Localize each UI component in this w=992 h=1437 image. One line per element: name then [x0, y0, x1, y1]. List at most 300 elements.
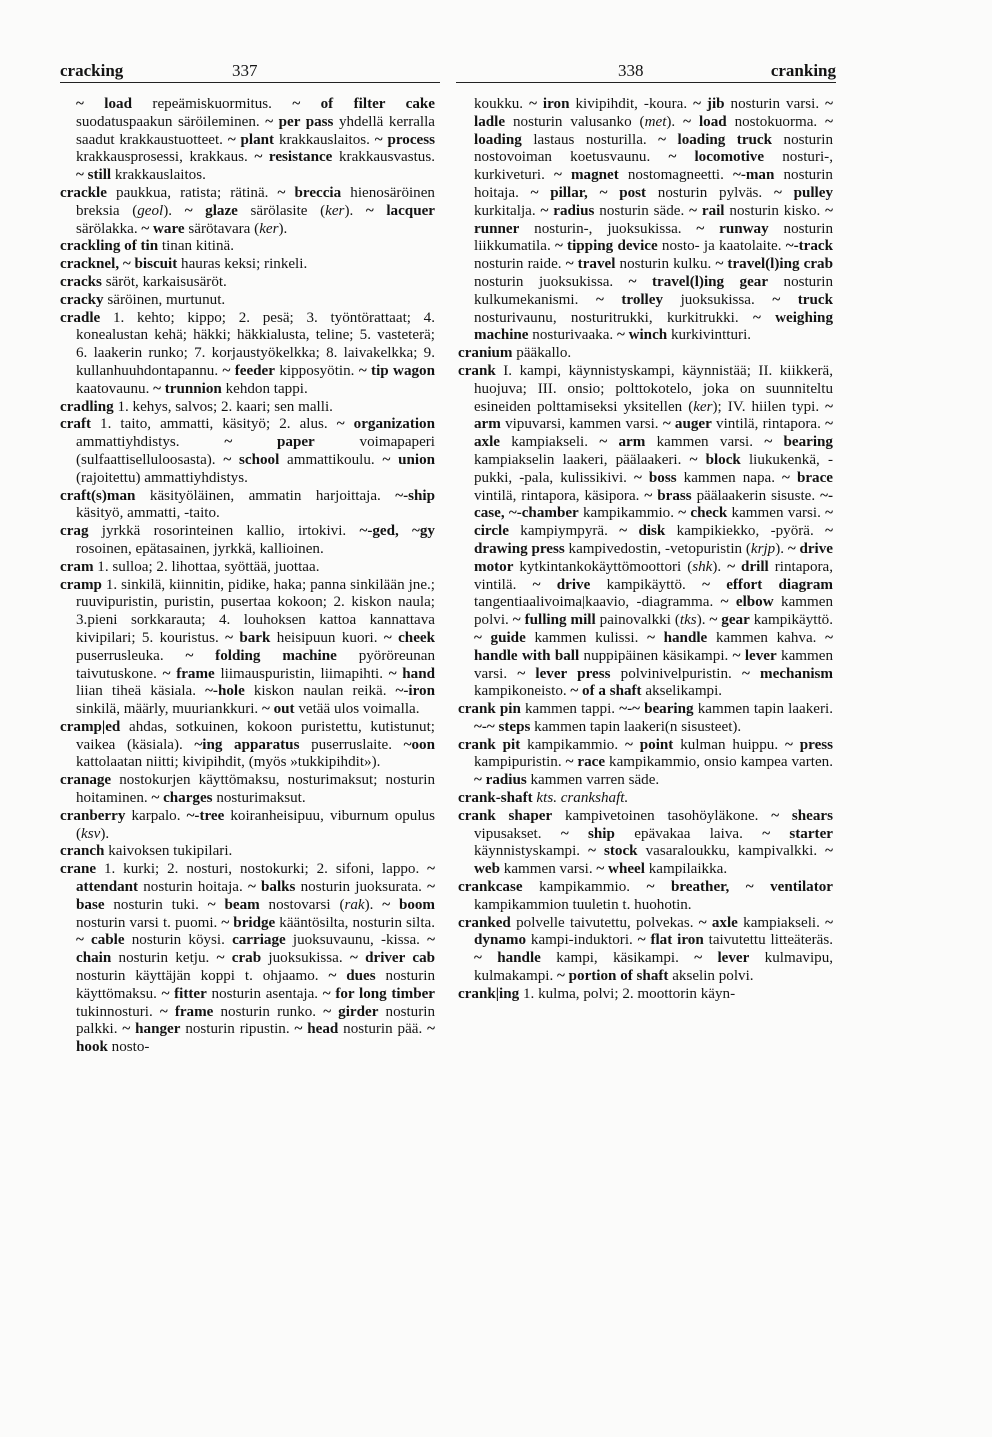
entry-text: nosturin ripustin. [180, 1021, 295, 1038]
entry-text: nosturin ketju. [111, 950, 217, 967]
entry-text: puserruslaite. [299, 736, 404, 753]
entry-text: kampikammio. [578, 505, 679, 522]
entry-text: ). [775, 540, 788, 557]
entry-text: liukukenkä, -pukki, -pala, kulissikivi. [474, 451, 833, 486]
entry-text: nosturin kulkumekanismi. [474, 273, 833, 308]
entry-term: ~ dynamo [474, 914, 834, 949]
entry-text: puserrusleuka. [76, 647, 186, 664]
entry-term: ~ brass [644, 487, 692, 504]
entry-text: kampiakseli. [500, 434, 600, 451]
entry-text: kammen varren säde. [526, 772, 660, 789]
entry-term: ~ rail [689, 202, 725, 219]
right-column [458, 96, 833, 1004]
entry-text: kampiympyrä. [508, 523, 620, 540]
entry-term: ~ magnet [553, 167, 619, 184]
entry-term: ~ disk [619, 523, 666, 540]
entry-term: cranage [60, 772, 112, 789]
entry-term: ~ loading truck [658, 131, 773, 148]
entry-text: käsityöläinen, ammatin harjoittaja. [135, 487, 396, 504]
entry-text: kampikammio. [522, 879, 647, 896]
entry-term: ~ runner [474, 202, 834, 237]
entry-term: ~ cable [76, 932, 125, 949]
entry-term: ~ flat iron [637, 932, 704, 949]
entry-text: nosturin raide. [474, 256, 566, 273]
entry-text: ). [712, 558, 728, 575]
entry-text: yhdellä kerralla saadut krakkaustuotteet. [76, 113, 436, 148]
entry-term: ~ axle [474, 416, 833, 451]
entry-term: ~-~ bearing [619, 701, 694, 718]
entry-term: ~ block [689, 451, 741, 468]
entry-text: 1. kehto; kippo; 2. pesä; 3. työntörattaat; 4. konealustan kehä; häkki; häkkialusta, teline; 5. vasteterä; 6. laakerin runko; 7. korjaustyökelkka; 8. laivakelkka; 9. kullanhuuhdontapannu. [76, 309, 435, 379]
entry-text: ). [364, 896, 383, 913]
entry-term: ~ elbow [720, 594, 774, 611]
entry-term: crane [60, 861, 97, 878]
entry-label: kts. crankshaft. [536, 790, 629, 807]
entry-term: ~ guide [474, 629, 526, 646]
entry-term: ~ breccia [277, 184, 342, 201]
entry-text: kehdon tappi. [221, 380, 308, 397]
entry-text: kampi-induktori. [526, 932, 638, 949]
entry-text: säröt, karkaisusäröt. [101, 273, 227, 290]
entry-text: nosturivaunu, nosturitrukki, kurkitrukki. [474, 309, 753, 326]
entry-term: ~ hanger [122, 1021, 181, 1038]
entry-text: kulmavipu, kulmakampi. [474, 950, 834, 985]
entry-text: kammen polvi. [474, 594, 834, 629]
entry-term: ~ lacquer [365, 202, 435, 219]
entry-text: (rajoitettu) ammattiyhdistys. [76, 469, 248, 486]
entry-term: ~ fitter [161, 985, 207, 1002]
entry-term: ~ out [261, 701, 295, 718]
left-page-header [60, 60, 440, 83]
entry-term: ~ cheek [383, 629, 435, 646]
dictionary-entry [458, 96, 833, 345]
entry-text: pääkallo. [512, 345, 572, 362]
entry-term: ~ axle [698, 914, 738, 931]
entry-text: käsityö, ammatti, -taito. [76, 505, 220, 522]
entry-term: ~ loading [474, 113, 833, 148]
entry-term: ~ feeder [222, 362, 275, 379]
dictionary-entry [458, 986, 833, 1004]
entry-term: crackling of tin [60, 238, 159, 255]
entry-text: kammen tapin laakeri. [693, 701, 833, 718]
entry-text: nosturin varsi t. puomi. [76, 914, 222, 931]
entry-text: särölasite ( [237, 202, 326, 219]
dictionary-entry [60, 256, 435, 274]
entry-term: cramp [60, 576, 102, 593]
dictionary-entry [60, 808, 435, 844]
entry-term: ~ head [294, 1021, 339, 1038]
entry-term: cram [60, 558, 94, 575]
entry-text: nosturin liikkumatila. [474, 220, 833, 255]
entry-text: kipposyötin. [274, 362, 359, 379]
dictionary-entry [458, 363, 833, 701]
entry-label: shk [692, 558, 713, 575]
entry-text: 1. sinkilä, kiinnitin, pidike, haka; panna sinkilään jne.; ruuvipuristin, puristin, pusertaa kokoon; 2. kiskon naula; 3.pieni sorkkarauta; 4. louhoksen kattoa kannattava kivipilari; 5. kouristus. [76, 576, 435, 646]
entry-text: nosturin tuki. [104, 896, 208, 913]
entry-term: ~ lever [694, 950, 750, 967]
entry-text: kampivedostin, -vetopuristin ( [564, 540, 751, 557]
entry-text: nosturin käyttäjän koppi t. ohjaamo. [76, 968, 329, 985]
entry-text: sinkilä, määrly, muuriankkuri. [76, 701, 262, 718]
right-running-head: cranking [770, 61, 836, 80]
entry-term: ~ race [565, 754, 606, 771]
entry-term: ~ folding machine [185, 647, 337, 664]
entry-text: krakkausprosessi, krakkaus. [76, 149, 255, 166]
entry-term: ~ for long timber [322, 985, 435, 1002]
entry-text: 1. kurki; 2. nosturi, nostokurki; 2. sifoni, lappo. [96, 861, 428, 878]
dictionary-entry [60, 416, 435, 487]
entry-label: geol [137, 202, 164, 219]
entry-text: I. kampi, käynnistyskampi, käynnistää; II. kiikkerä, huojuva; III. onsio; polttokotelo, joka on suunniteltu esineiden polttamiseksi yksitellen ( [474, 362, 833, 415]
entry-term: ~-tree [186, 807, 225, 824]
entry-term: ~ plant [227, 131, 275, 148]
entry-text: kampikammio. [520, 736, 626, 753]
entry-term: ~ drawing press [474, 523, 833, 557]
entry-term: ~ process [374, 131, 435, 148]
entry-term: cramp|ed [60, 718, 121, 735]
entry-term: ~ check [678, 505, 728, 522]
dictionary-entry [60, 843, 435, 861]
entry-text: nostokurjen käyttömaksu, nosturimaksut; nosturin hoitaminen. [76, 772, 435, 807]
entry-text: hienosäröinen breksia ( [76, 184, 435, 219]
entry-term: ~ starter [762, 825, 833, 842]
entry-text: kampikäyttö. [590, 576, 703, 593]
entry-term: ~ effort diagram [702, 576, 834, 593]
entry-term: ~-track [785, 238, 833, 255]
entry-term: ~ attendant [76, 861, 435, 896]
entry-text: särölakka. [76, 220, 142, 237]
entry-term: ~-ged, ~gy [359, 523, 435, 540]
entry-text: ). [666, 113, 684, 130]
entry-text: kammen varsi. [727, 505, 826, 522]
entry-text: vipusakset. [474, 825, 561, 842]
entry-term: ~ hand [388, 665, 435, 682]
entry-term: cranium [458, 345, 513, 362]
entry-term: ~ of filter cake [292, 96, 435, 112]
entry-text: nosturin juoksukissa. [474, 273, 629, 290]
entry-term: cradle [60, 309, 101, 326]
entry-text: painovalkki ( [595, 612, 680, 629]
entry-term: ~ bark [225, 629, 271, 646]
dictionary-entry [458, 701, 833, 737]
entry-term: ~ iron [529, 96, 570, 112]
entry-text: vetää ulos voimalla. [294, 701, 420, 718]
dictionary-entry [458, 808, 833, 879]
dictionary-entry [458, 879, 833, 915]
entry-term: ~ travel [565, 256, 616, 273]
right-page-header [456, 60, 836, 83]
entry-term: ~ travel(l)ing crab [715, 256, 833, 273]
entry-text: kammen kulissi. [525, 629, 648, 646]
left-column [60, 96, 435, 1057]
entry-term: crank|ing [458, 985, 520, 1002]
entry-term: ~-iron [395, 683, 435, 700]
entry-text: kattolaatan niitti; kivipihdit, (myös »tukkipihdit»). [76, 754, 381, 771]
entry-text: nosturin pää. [338, 1021, 428, 1038]
entry-text: kampikoneisto. [474, 683, 571, 700]
entry-text: nosturin palkki. [76, 1003, 435, 1038]
entry-text: 1. sulloa; 2. lihottaa, syöttää, juottaa. [93, 558, 320, 575]
entry-term: ~ weighing machine [474, 309, 833, 344]
entry-term: cracknel, ~ biscuit [60, 256, 178, 273]
entry-text: pyöröreunan taivutuskone. [76, 647, 435, 682]
entry-text: ahdas, sotkuinen, kokoon puristettu, kutistunut; vaikea (käsiala). [76, 718, 435, 753]
entry-label: krjp [750, 540, 776, 557]
entry-term: ~ pulley [773, 184, 833, 201]
entry-text: ). [100, 825, 110, 842]
entry-text: kulman huippu. [673, 736, 785, 753]
entry-text: ammattiyhdistys. [76, 434, 225, 451]
entry-term: ~ stock [588, 843, 638, 860]
entry-text: nosturin käyttömaksu. [76, 968, 435, 1002]
dictionary-entry [60, 577, 435, 719]
entry-term: ~oon [403, 736, 435, 753]
entry-text: karpalo. [125, 807, 187, 824]
entry-term: ~ing apparatus [194, 736, 300, 753]
entry-text: kammen kahva. [707, 629, 826, 646]
entry-label: ker [259, 220, 279, 237]
entry-term: ~ organization [336, 416, 435, 433]
entry-term: cracky [60, 291, 104, 308]
entry-term: ~ lever [732, 647, 777, 664]
dictionary-entry [60, 292, 435, 310]
entry-text: kammen tappi. [520, 701, 620, 718]
dictionary-entry [60, 310, 435, 399]
entry-text: polvelle taivutettu, polvekas. [510, 914, 699, 931]
entry-text: kampi, käsikampi. [540, 950, 695, 967]
entry-text: kammen napa. [676, 469, 783, 486]
dictionary-entry [60, 719, 435, 772]
entry-term: ~ radius [474, 772, 527, 789]
entry-text: ). [344, 202, 366, 219]
entry-label: rak [344, 896, 365, 913]
entry-label: ker [693, 398, 713, 415]
entry-text: polvinivelpuristin. [610, 665, 742, 682]
entry-text: kiskon naulan reikä. [244, 683, 396, 700]
entry-text: vintilä, rintapora. [711, 416, 826, 433]
entry-text: nosturin kisko. [724, 202, 826, 219]
entry-text: vintilä, rintapora, käsipora. [474, 487, 645, 504]
entry-text: hauras keksi; rinkeli. [177, 256, 308, 273]
entry-text: suodatuspaakun säröileminen. [76, 113, 266, 130]
entry-label: met [644, 113, 667, 130]
entry-text: kampikäyttö. [749, 612, 833, 629]
entry-term: ~ handle [474, 950, 541, 967]
right-page-number: 338 [618, 61, 644, 80]
entry-label: ksv [81, 825, 101, 842]
entry-term: ~ glaze [184, 202, 238, 219]
entry-term: ~ ladle [474, 96, 833, 130]
dictionary-entry [60, 559, 435, 577]
entry-term: ~ beam [207, 896, 260, 913]
entry-term: cranked [458, 914, 511, 931]
entry-term: ~ boom [382, 896, 436, 913]
entry-term: ~ tipping device [554, 238, 658, 255]
entry-term: ~ wheel [596, 861, 645, 878]
entry-term: ~ still [76, 167, 112, 184]
dictionary-entry [60, 238, 435, 256]
entry-text: nosturi-, kurkiveturi. [474, 149, 833, 184]
entry-text: nosturin köysi. [124, 932, 233, 949]
entry-term: cranberry [60, 807, 126, 824]
entry-term: ~ truck [772, 291, 833, 308]
entry-text: ). [163, 202, 185, 219]
entry-text: vipuvarsi, kammen varsi. [500, 416, 663, 433]
entry-text: kaatovaunu. [76, 380, 154, 397]
dictionary-entry [458, 790, 833, 808]
entry-text: ). [278, 220, 288, 237]
dictionary-entry [60, 772, 435, 808]
entry-term: ~ drill [727, 558, 769, 575]
entry-term: crank pin [458, 701, 521, 718]
entry-text: kammen varsi. [474, 647, 834, 682]
entry-text: ammattikoulu. [279, 451, 383, 468]
entry-term: ~ per pass [265, 113, 334, 130]
entry-term: cradling [60, 398, 114, 415]
entry-text: taivutettu litteäteräs. [703, 932, 833, 949]
entry-text: nuppipäinen käsikampi. [579, 647, 733, 664]
entry-term: ~ jib [693, 96, 725, 112]
entry-text: kurkivintturi. [667, 327, 752, 344]
entry-term: ~ travel(l)ing gear [628, 273, 769, 290]
entry-text: liian tiheä käsiala. [76, 683, 206, 700]
entry-text: kammen varsi. [645, 434, 765, 451]
entry-term: ~ arm [474, 398, 833, 433]
entry-text: nostovarsi ( [259, 896, 345, 913]
entry-term: crankcase [458, 879, 523, 896]
entry-term: ~ handle [647, 629, 708, 646]
entry-text: päälaakerin sisuste. [691, 487, 821, 504]
entry-text: nosto- [107, 1039, 150, 1056]
entry-text: nosturin nostovoiman koetusvaunu. [474, 131, 833, 166]
entry-text: nosturin hoitaja. [138, 879, 248, 896]
entry-term: craft [60, 416, 91, 433]
entry-term: ~ arm [599, 434, 646, 451]
entry-term: ~ ware [141, 220, 185, 237]
entry-text: nosturin-, juoksukissa. [519, 220, 697, 237]
entry-term: ~-ship [395, 487, 435, 504]
entry-term: ~ radius [540, 202, 595, 219]
entry-text: nostomagneetti. [618, 167, 733, 184]
entry-text: voimapaperi (sulfaattiselluloosasta). [76, 434, 435, 468]
entry-term: ~ handle with ball [474, 629, 833, 664]
entry-term: ~ union [382, 451, 436, 468]
entry-text: koukku. [474, 96, 530, 112]
entry-term: crank-shaft [458, 790, 533, 807]
entry-text: nosturivaaka. [528, 327, 617, 344]
entry-text: nosturin hoitaja. [474, 167, 833, 201]
entry-text: nosturin juoksurata. [295, 879, 428, 896]
dictionary-entry [60, 399, 435, 417]
entry-term: crank [458, 362, 496, 379]
entry-term: ~ locomotive [668, 149, 765, 166]
entry-text: ). [696, 612, 710, 629]
entry-text: nosturin säde. [594, 202, 690, 219]
entry-text: nosturin varsi. [724, 96, 826, 112]
entry-text: kurkitalja. [474, 202, 541, 219]
entry-term: craft(s)man [60, 487, 136, 504]
entry-term: ~-man [732, 167, 775, 184]
entry-text: rintapora, vintilä. [474, 558, 833, 593]
entry-term: carriage [232, 932, 286, 949]
entry-term: ~ load [683, 113, 727, 130]
entry-term: ~ resistance [254, 149, 333, 166]
entry-text: säröinen, murtunut. [103, 291, 226, 308]
entry-text: ); IV. hiilen typi. [712, 398, 826, 415]
entry-text: akselikampi. [641, 683, 723, 700]
entry-text: krakkauslaitos. [111, 167, 206, 184]
entry-term: ~ frame [159, 1003, 214, 1020]
entry-term: crank pit [458, 736, 521, 753]
entry-text: kivipihdit, -koura. [569, 96, 694, 112]
entry-text: kääntösilta, nosturin silta. [275, 914, 435, 931]
entry-text: 1. kehys, salvos; 2. kaari; sen malli. [113, 398, 333, 415]
entry-text: kampivetoinen tasohöyläkone. [552, 807, 772, 824]
dictionary-entry [60, 488, 435, 524]
dictionary-entry [60, 185, 435, 238]
entry-text: nosturin valusanko ( [505, 113, 645, 130]
entry-text: nosturin asentaja. [206, 985, 323, 1002]
entry-term: ~ mechanism [741, 665, 833, 682]
entry-term: ~ tip wagon [358, 362, 435, 379]
entry-text: koiranheisipuu, viburnum opulus ( [76, 807, 435, 842]
entry-term: crank shaper [458, 807, 553, 824]
entry-text: nosto- ja kaatolaite. [657, 238, 786, 255]
entry-term: ~ bridge [221, 914, 276, 931]
entry-term: ~ circle [474, 505, 834, 540]
entry-term: ~ dues [328, 968, 376, 985]
entry-text: nostokuorma. [726, 113, 826, 130]
entry-term: cranch [60, 843, 105, 860]
entry-text: nosturin runko. [213, 1003, 324, 1020]
entry-text: vasaraloukku, kampivalkki. [637, 843, 826, 860]
entry-text: kampikammion tuuletin t. huohotin. [474, 896, 692, 913]
entry-text: kaivoksen tukipilari. [104, 843, 233, 860]
entry-text: krakkausvastus. [332, 149, 435, 166]
entry-text: kampiakselin laakeri, päälaakeri. [474, 451, 690, 468]
left-page-number: 337 [232, 61, 258, 80]
entry-text: kammen tapin laakeri(n sisusteet). [530, 718, 742, 735]
entry-term: ~ chain [76, 932, 435, 967]
entry-term: ~-hole [205, 683, 245, 700]
entry-term: ~ charges [151, 790, 213, 807]
entry-term: ~-~ steps [474, 718, 531, 735]
entry-term: ~ school [223, 451, 280, 468]
entry-term: ~ balks [247, 879, 296, 896]
entry-term: ~ load [76, 96, 132, 112]
entry-text: kampipuristin. [474, 754, 566, 771]
entry-term: ~ drive [532, 576, 591, 593]
dictionary-entry [60, 96, 435, 185]
entry-text: kampikiekko, -pyörä. [665, 523, 826, 540]
entry-text: jyrkkä rosorinteinen kallio, irtokivi. [88, 523, 360, 540]
dictionary-entry [60, 523, 435, 559]
entry-label: tks [679, 612, 697, 629]
entry-term: ~ ship [560, 825, 615, 842]
entry-text: rosoinen, epätasainen, jyrkkä, kallioinen. [76, 540, 324, 557]
entry-text: kampiakseli. [737, 914, 826, 931]
entry-text: tinan kitinä. [158, 238, 234, 255]
entry-term: ~ bearing [764, 434, 833, 451]
entry-term: ~ point [625, 736, 674, 753]
entry-text: 1. taito, ammatti, käsityö; 2. alus. [91, 416, 337, 433]
entry-text: paukkua, ratista; rätinä. [106, 184, 278, 201]
entry-term: ~ breather, ~ ventilator [646, 879, 833, 896]
entry-term: ~ trunnion [153, 380, 222, 397]
entry-term: ~ portion of shaft [557, 968, 669, 985]
entry-text: 1. kulma, polvi; 2. moottorin käyn- [519, 985, 736, 1002]
entry-term: ~ drive motor [474, 540, 833, 575]
